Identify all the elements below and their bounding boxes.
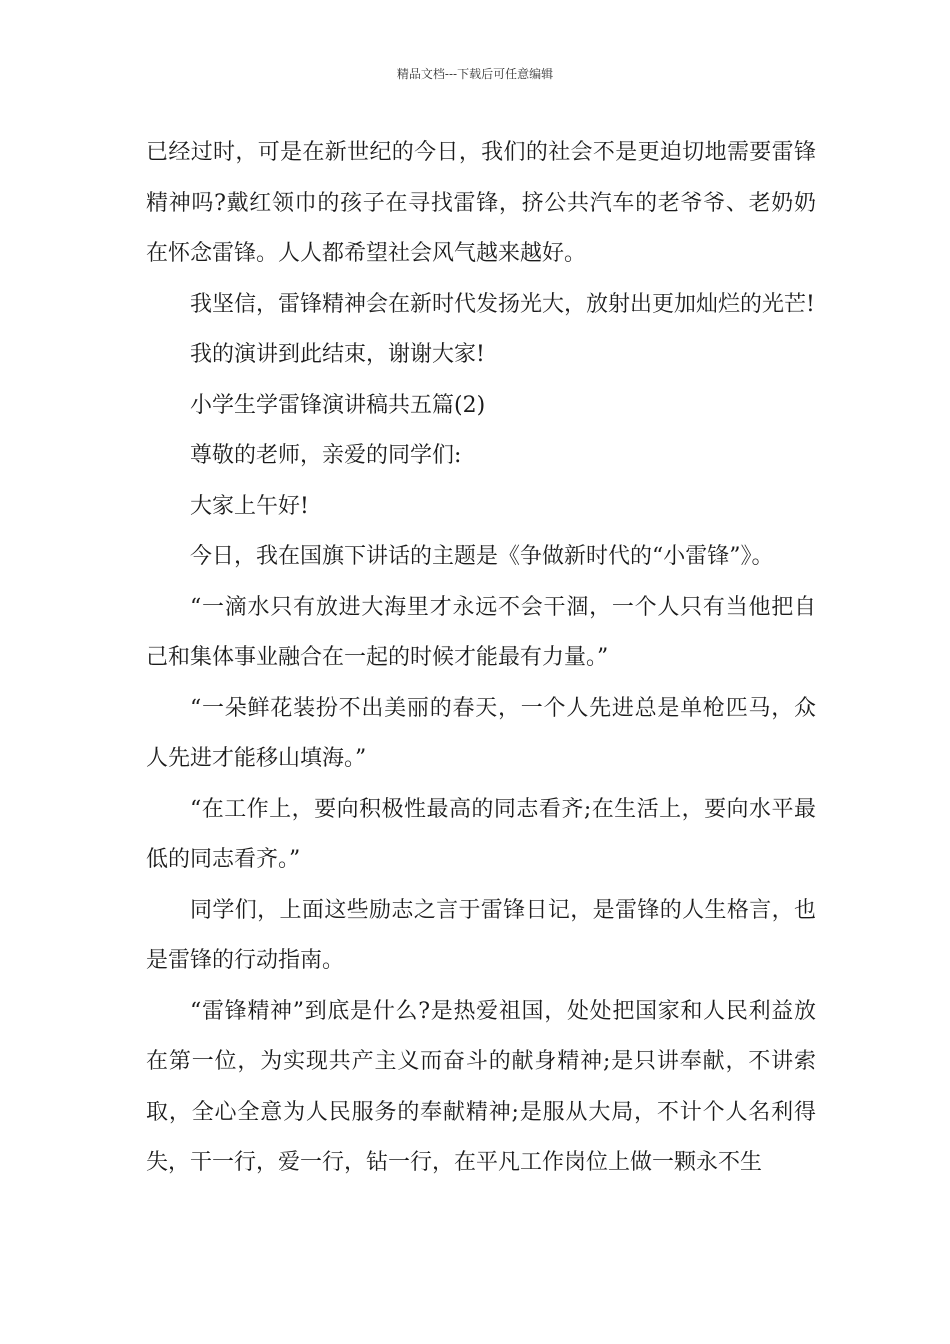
paragraph: 我的演讲到此结束，谢谢大家! bbox=[190, 342, 485, 367]
document-body bbox=[146, 128, 816, 1189]
quote-paragraph: “一滴水只有放进大海里才永远不会干涸，一个人只有当他把自己和集体事业融合在一起的时候才能最有力量。” bbox=[146, 594, 816, 670]
greeting: 大家上午好! bbox=[190, 493, 309, 519]
paragraph: 我坚信，雷锋精神会在新时代发扬光大，放射出更加灿烂的光芒! bbox=[190, 291, 815, 317]
salutation: 尊敬的老师，亲爱的同学们: bbox=[190, 443, 462, 468]
section-title: 小学生学雷锋演讲稿共五篇(2) bbox=[190, 392, 486, 418]
page-header: 精品文档---下载后可任意编辑 bbox=[396, 67, 554, 81]
quote-paragraph: “在工作上，要向积极性最高的同志看齐;在生活上，要向水平最低的同志看齐。” bbox=[146, 796, 816, 872]
paragraph: 今日，我在国旗下讲话的主题是《争做新时代的“小雷锋”》。 bbox=[190, 544, 774, 569]
paragraph: “雷锋精神”到底是什么?是热爱祖国，处处把国家和人民利益放在第一位，为实现共产主义而奋斗的献身精神;是只讲奉献，不讲索取，全心全意为人民服务的奉献精神;是服从大局，不计个人名利得失，干一行，爱一行，钻一行，在平凡工作岗位上做一颗永不生 bbox=[146, 998, 816, 1175]
paragraph: 同学们，上面这些励志之言于雷锋日记，是雷锋的人生格言，也是雷锋的行动指南。 bbox=[146, 897, 816, 973]
quote-paragraph: “一朵鲜花装扮不出美丽的春天，一个人先进总是单枪匹马，众人先进才能移山填海。” bbox=[146, 695, 816, 771]
paragraph: 已经过时，可是在新世纪的今日，我们的社会不是更迫切地需要雷锋精神吗?戴红领巾的孩子在寻找雷锋，挤公共汽车的老爷爷、老奶奶在怀念雷锋。人人都希望社会风气越来越好。 bbox=[146, 140, 816, 266]
